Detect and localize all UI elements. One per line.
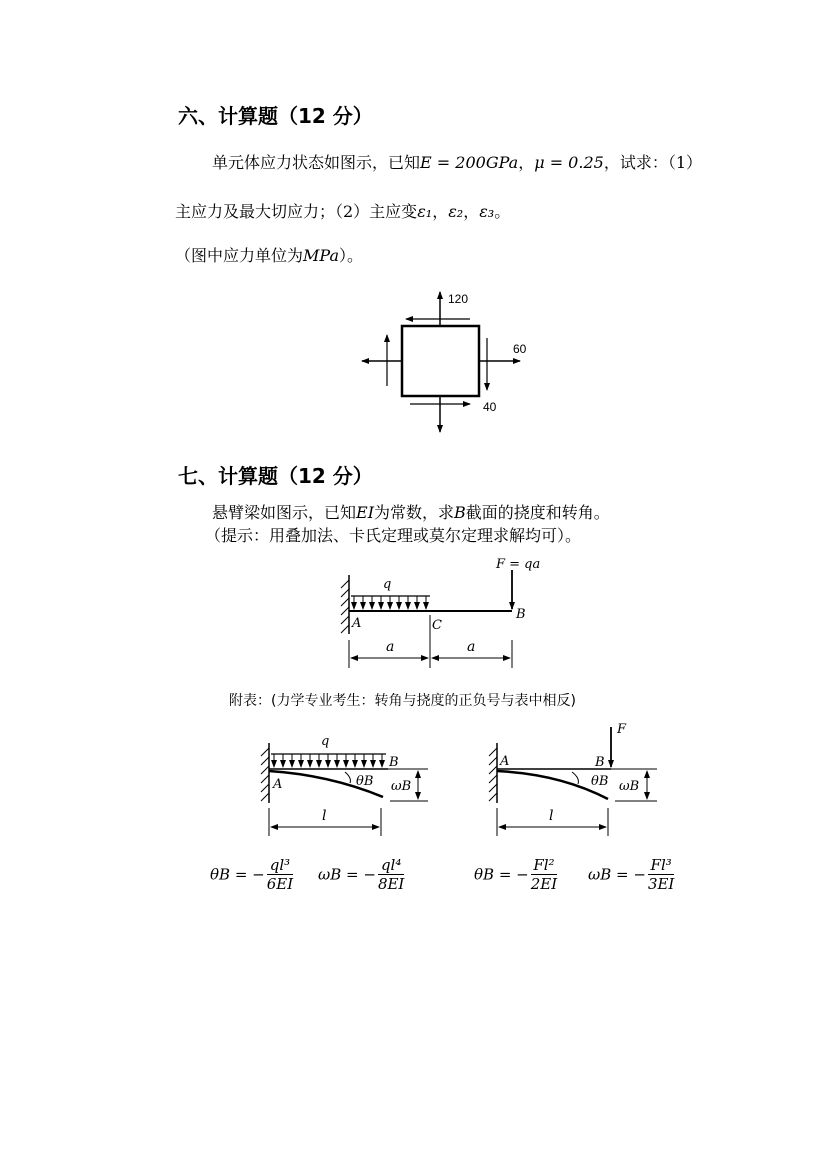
tau-label: 40 xyxy=(483,400,497,414)
formula3-lhs: θB = − xyxy=(474,865,529,884)
formula4-num: Fl³ xyxy=(648,856,674,875)
formula3-fraction xyxy=(531,856,557,893)
modulus-E: E = 200GPa xyxy=(420,153,519,172)
period: 。 xyxy=(494,202,511,221)
formula1-fraction xyxy=(267,856,293,893)
fig1-load-arrows xyxy=(274,754,382,767)
formula4-fraction xyxy=(648,856,674,893)
formula4-den: 3EI xyxy=(647,875,675,893)
sep: ， xyxy=(463,202,480,221)
formula2-fraction xyxy=(378,856,404,893)
sigma-y-label: 120 xyxy=(448,292,469,306)
force-label: F = qa xyxy=(496,557,541,572)
fig2-angle-arc xyxy=(572,772,578,784)
formula3-den: 2EI xyxy=(530,875,558,893)
fig1-omega: ωB xyxy=(391,779,412,794)
fig1-q: q xyxy=(321,734,330,749)
section7-line1-mid: 为常数，求 xyxy=(374,503,455,522)
section6-heading: 六、计算题（12 分） xyxy=(178,104,373,128)
fig2-A: A xyxy=(500,754,510,769)
fig2-theta: θB xyxy=(591,774,609,789)
point-A-label: A xyxy=(352,616,362,631)
fig1-theta: θB xyxy=(356,774,374,789)
section6-line1-text: 单元体应力状态如图示，已知 xyxy=(212,153,421,172)
section6-line3-text: （图中应力单位为 xyxy=(175,246,304,265)
strain-e1: ε₁ xyxy=(417,202,433,221)
point-B: B xyxy=(454,503,466,522)
fig2-F: F xyxy=(617,722,627,737)
formula1-lhs: θB = − xyxy=(210,865,265,884)
appendix-title: 附表：(力学专业考生：转角与挠度的正负号与表中相反) xyxy=(229,693,576,709)
fig1-A: A xyxy=(273,777,283,792)
q-label: q xyxy=(383,577,392,592)
fig1-l: l xyxy=(322,808,327,824)
fig2-B: B xyxy=(595,755,605,770)
fig2-wall-hatch xyxy=(489,748,497,801)
dim-a1-label: a xyxy=(386,639,395,655)
section6-line2-text: 主应力及最大切应力；（2）主应变 xyxy=(175,202,418,221)
point-B-label: B xyxy=(516,607,526,622)
unit-mpa: MPa xyxy=(303,246,339,265)
strain-e3: ε₃ xyxy=(479,202,495,221)
fig1-angle-arc xyxy=(345,772,350,783)
fig1-B: B xyxy=(389,755,399,770)
formula-omega-point xyxy=(588,856,676,893)
stiffness-EI: EI xyxy=(356,503,375,522)
formula-theta-distributed xyxy=(210,856,295,893)
fig1-wall-hatch xyxy=(261,748,269,801)
dim-a2-label: a xyxy=(467,639,476,655)
formula-omega-distributed xyxy=(318,856,406,893)
sep: ， xyxy=(432,202,449,221)
formula2-lhs: ωB = − xyxy=(318,865,376,884)
formula-theta-point xyxy=(474,856,559,893)
section7-line2: （提示：用叠加法、卡氏定理或莫尔定理求解均可）。 xyxy=(205,526,582,545)
sep: ， xyxy=(518,153,535,172)
formula2-num: ql⁴ xyxy=(378,856,404,875)
formula4-lhs: ωB = − xyxy=(588,865,646,884)
formula1-num: ql³ xyxy=(267,856,293,875)
formula1-den: 6EI xyxy=(266,875,294,893)
section6-line3-end: ）。 xyxy=(338,246,363,265)
fig2-omega: ωB xyxy=(619,779,640,794)
point-C-label: C xyxy=(432,618,442,633)
section7-heading: 七、计算题（12 分） xyxy=(178,464,373,488)
section6-line1-end: ，试求：（1） xyxy=(603,153,702,172)
strain-e2: ε₂ xyxy=(448,202,464,221)
poisson-mu: μ = 0.25 xyxy=(534,153,604,172)
formula3-num: Fl² xyxy=(531,856,557,875)
section7-line1-text: 悬臂梁如图示，已知 xyxy=(212,503,357,522)
sigma-x-label: 60 xyxy=(513,342,527,356)
formula2-den: 8EI xyxy=(377,875,405,893)
section7-line1-end: 截面的挠度和转角。 xyxy=(465,503,610,522)
fig2-l: l xyxy=(549,808,554,824)
